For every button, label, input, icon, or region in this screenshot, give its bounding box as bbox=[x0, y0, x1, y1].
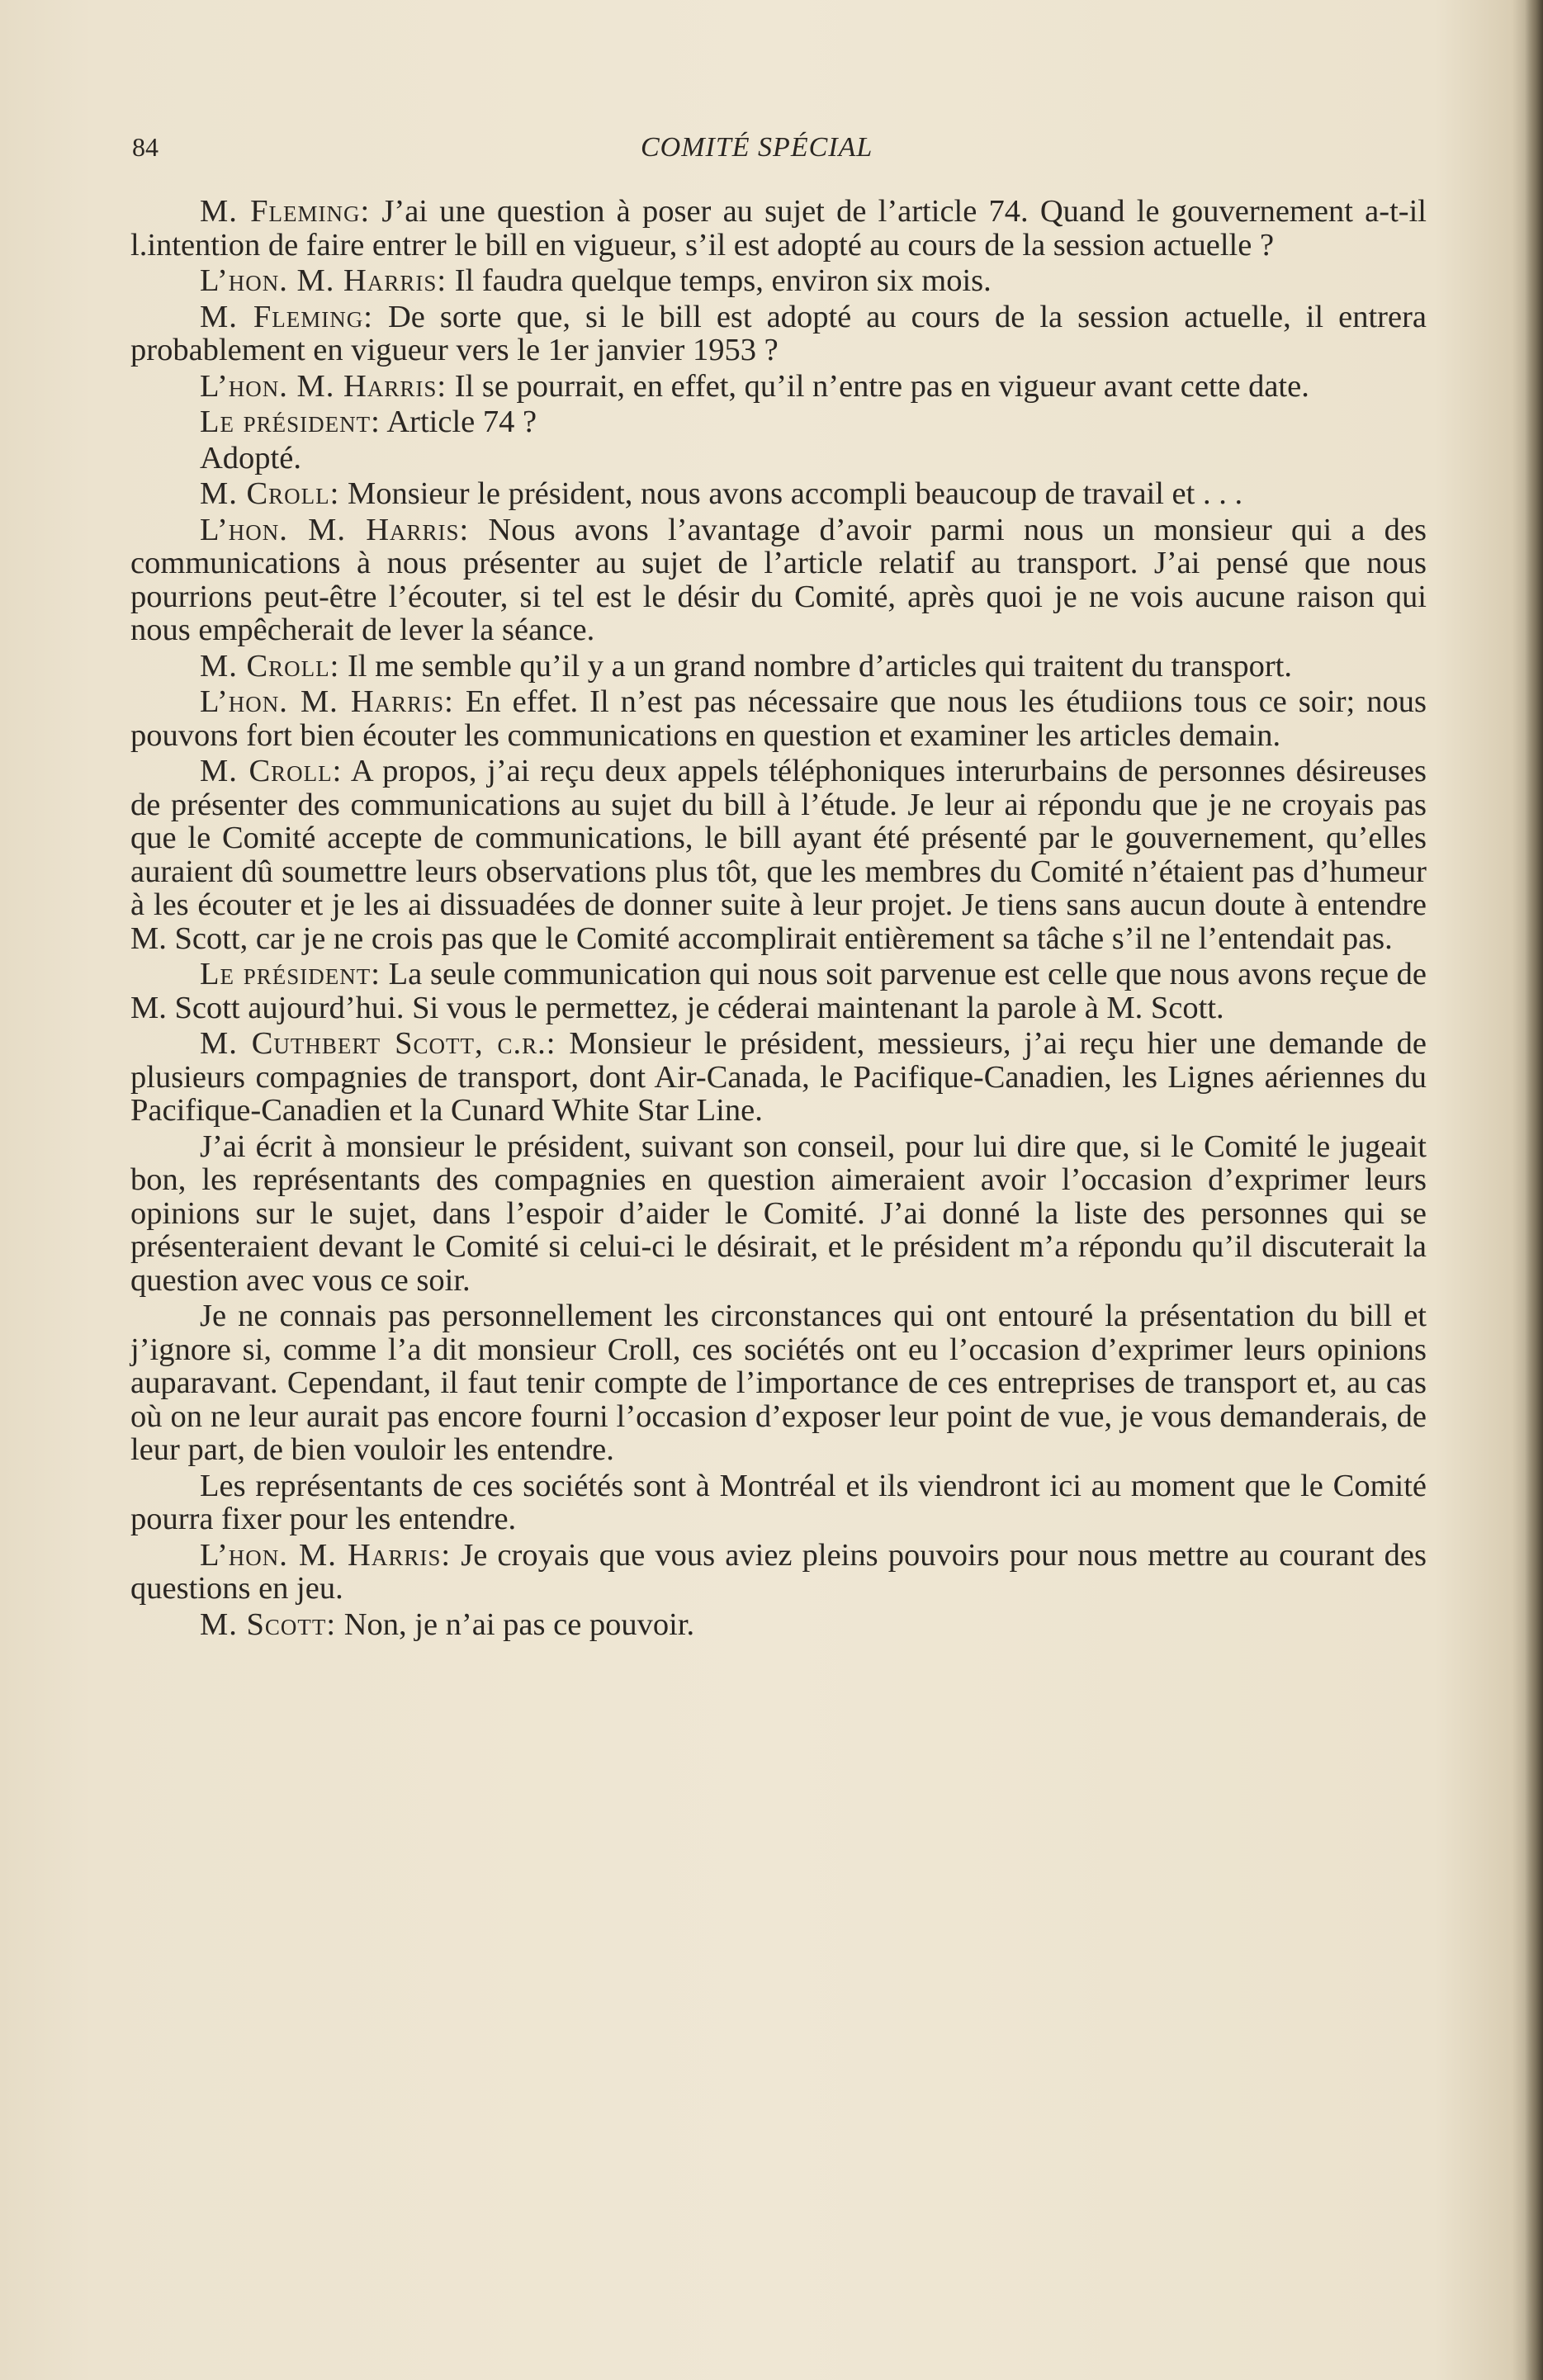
paragraph bbox=[130, 685, 1427, 752]
paragraph bbox=[130, 195, 1427, 262]
speaker-name: M. Croll: bbox=[200, 648, 340, 684]
paragraph-text: Je croyais que vous aviez pleins pouvoirs pour nous mettre au courant des questions en jeu. bbox=[130, 1537, 1427, 1606]
paragraph-text: Adopté. bbox=[200, 440, 301, 476]
paragraph-text: A propos, j’ai reçu deux appels téléphoniques interurbains de personnes désireuses de présenter des communications au sujet du bill à l’étude. Je leur ai répondu que je ne croyais pas que le Comité accepte de communications, le bill ayant été présenté par le gouvernement, qu’elles auraient dû soumettre leurs observations plus tôt, que les membres du Comité n’étaient pas d’humeur à les écouter et je les ai dissuadées de donner suite à leur projet. Je tiens sans aucun doute à entendre M. Scott, car je ne crois pas que le Comité accomplirait entièrement sa tâche s’il ne l’entendait pas. bbox=[130, 754, 1427, 956]
speaker-name: M. Croll: bbox=[200, 476, 340, 511]
speaker-name: L’hon. M. Harris: bbox=[200, 368, 447, 404]
paragraph-text: J’ai une question à poser au sujet de l’article 74. Quand le gouvernement a-t-il l.intention de faire entrer le bill en vigueur, s’il est adopté au cours de la session actuelle ? bbox=[130, 194, 1427, 263]
paragraph-text: J’ai écrit à monsieur le président, suivant son conseil, pour lui dire que, si le Comité le jugeait bon, les représentants des compagnies en question aimeraient avoir l’occasion d’exprimer leurs opinions sur le sujet, dans l’espoir d’aider le Comité. J’ai donné la liste des personnes qui se présenteraient devant le Comité si celui-ci le désirait, et le président m’a répondu qu’il discuterait la question avec vous ce soir. bbox=[130, 1128, 1427, 1298]
paragraph-text: Les représentants de ces sociétés sont à Montréal et ils viendront ici au moment que le Comité pourra fixer pour les entendre. bbox=[130, 1468, 1427, 1536]
paragraph-text: Il se pourrait, en effet, qu’il n’entre pas en vigueur avant cette date. bbox=[447, 368, 1309, 404]
paragraph bbox=[130, 300, 1427, 367]
speaker-name: L’hon. M. Harris: bbox=[200, 263, 447, 298]
transcript-body bbox=[130, 195, 1427, 1644]
paragraph bbox=[130, 1027, 1427, 1128]
paragraph bbox=[130, 650, 1427, 684]
speaker-name: M. Croll: bbox=[200, 754, 343, 788]
paragraph bbox=[130, 442, 1427, 476]
paragraph bbox=[130, 370, 1427, 404]
paragraph-text: De sorte que, si le bill est adopté au cours de la session actuelle, il entrera probablement en vigueur vers le 1er janvier 1953 ? bbox=[130, 299, 1427, 367]
speaker-name: M. Fleming: bbox=[200, 299, 373, 334]
paragraph-text: Nous avons l’avantage d’avoir parmi nous un monsieur qui a des communications à nous présenter au sujet de l’article relatif au transport. J’ai pensé que nous pourrions peut-être l’écouter, si tel est le désir du Comité, après quoi je ne vois aucune raison qui nous empêcherait de lever la séance. bbox=[130, 512, 1427, 647]
page-edge-shadow bbox=[1525, 0, 1543, 2380]
running-head: COMITÉ SPÉCIAL bbox=[641, 132, 873, 163]
speaker-name: M. Cuthbert Scott, c.r.: bbox=[200, 1026, 556, 1061]
paragraph bbox=[130, 755, 1427, 955]
paragraph bbox=[130, 1299, 1427, 1467]
paragraph-text: Monsieur le président, messieurs, j’ai reçu hier une demande de plusieurs compagnies de transport, dont Air-Canada, le Pacifique-Canadien, les Lignes aériennes du Pacifique-Canadien et la Cunard White Star Line. bbox=[130, 1026, 1427, 1128]
paragraph-text: Je ne connais pas personnellement les circonstances qui ont entouré la présentation du bill et j’ignore si, comme l’a dit monsieur Croll, ces sociétés ont eu l’occasion d’exprimer leurs opinions auparavant. Cependant, il faut tenir compte de l’importance de ces entreprises de transport et, au cas où on ne leur aurait pas encore fourni l’occasion d’exposer leur point de vue, je vous demanderais, de leur part, de bien vouloir les entendre. bbox=[130, 1299, 1427, 1467]
speaker-name: L’hon. M. Harris: bbox=[200, 1537, 452, 1573]
paragraph bbox=[130, 513, 1427, 647]
speaker-name: M. Scott: bbox=[200, 1606, 337, 1642]
paragraph-text: Article 74 ? bbox=[380, 405, 537, 439]
paragraph-text: La seule communication qui nous soit parvenue est celle que nous avons reçue de M. Scott aujourd’hui. Si vous le permettez, je céderai maintenant la parole à M. Scott. bbox=[130, 957, 1427, 1025]
paragraph-text: Monsieur le président, nous avons accompli beaucoup de travail et . . . bbox=[339, 476, 1243, 511]
paragraph bbox=[130, 958, 1427, 1024]
speaker-name: L’hon. M. Harris: bbox=[200, 512, 470, 547]
paragraph bbox=[130, 1608, 1427, 1642]
paragraph bbox=[130, 1130, 1427, 1298]
paragraph bbox=[130, 405, 1427, 439]
paragraph bbox=[130, 1469, 1427, 1536]
page-header bbox=[132, 125, 1420, 175]
paragraph bbox=[130, 1539, 1427, 1606]
paragraph bbox=[130, 477, 1427, 511]
speaker-name: M. Fleming: bbox=[200, 194, 371, 229]
paragraph bbox=[130, 264, 1427, 298]
paragraph-text: En effet. Il n’est pas nécessaire que nous les étudiions tous ce soir; nous pouvons fort bien écouter les communications en question et examiner les articles demain. bbox=[130, 684, 1427, 753]
page-number: 84 bbox=[132, 132, 159, 162]
paragraph-text: Il me semble qu’il y a un grand nombre d’articles qui traitent du transport. bbox=[339, 648, 1292, 684]
speaker-name: Le président: bbox=[200, 405, 381, 439]
paragraph-text: Non, je n’ai pas ce pouvoir. bbox=[336, 1606, 695, 1642]
speaker-name: Le président: bbox=[200, 957, 381, 991]
paragraph-text: Il faudra quelque temps, environ six mois. bbox=[447, 263, 992, 298]
speaker-name: L’hon. M. Harris: bbox=[200, 684, 454, 719]
